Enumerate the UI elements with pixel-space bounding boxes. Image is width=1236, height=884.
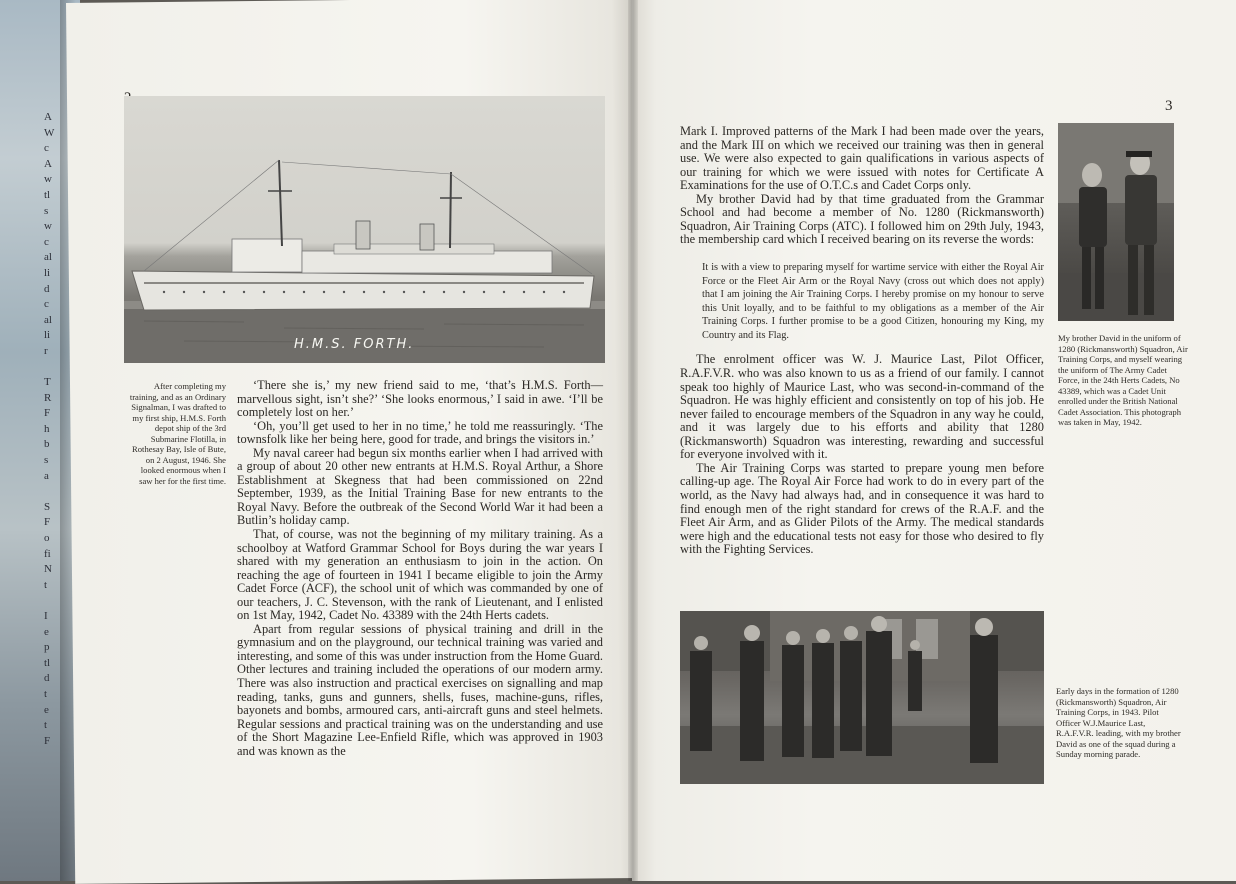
paragraph: The enrolment officer was W. J. Maurice Last, Pilot Officer, R.A.F.V.R. who was also known to us as a friend of our family. I cannot speak too highly of Maurice Last, who was second-in-command of the Squadron. He was highly efficient and consistently on top of his job. He never failed to encourage members of the Squadron in any way he could, and it was largely due to his efforts and ability that 1280 (Rickmansworth) Squadron was interesting, rewarding and successful for everyone involved with it. xyxy=(680,352,1044,462)
ship-illustration xyxy=(124,96,605,363)
two-cadets-illustration xyxy=(1058,123,1174,321)
membership-pledge-quote: It is with a view to preparing myself for wartime service with either the Royal Air Force or the Fleet Air Arm or the Royal Navy (cross out which does not apply) that I am joining the Air Training Corps. I hereby promise on my honour to serve this Unit loyally, and to be faithful to my obligations as a member of the Air Training Corps. I further promise to be a good Citizen, honouring my King, my Country and its Flag. xyxy=(702,261,1044,341)
right-body-text xyxy=(680,125,1044,557)
paragraph: Apart from regular sessions of physical training and drill in the gymnasium and on the playground, our technical training was varied and interesting, and some of this was under instruction from the Home Guard. Other lectures and training included the operations of our modern army. There was also instruction and practical exercises on signalling and map reading, tanks, guns and gunners, shells, fuses, machine-guns, rifles, bayonets and bombs, armoured cars, anti-aircraft guns and steel helmets. Regular sessions and practical training was on the understanding and use of the Short Magazine Lee-Enfield Rifle, which was approved in 1903 and was known as the xyxy=(237,621,603,758)
paragraph: The Air Training Corps was started to prepare young men before calling-up age. The Royal Air Force had work to do in every part of the world, as the Navy had always had, and in consequence it was hard to find enough men of the right standard for crews of the R.A.F. and the Fleet Air Arm, and as Glider Pilots of the Army. The medical standards were high and the educational tests not easy for those who desired to fly with the Fighting Services. xyxy=(680,460,1044,557)
parade-illustration xyxy=(680,611,1044,784)
left-body-text xyxy=(237,379,603,758)
book-gutter xyxy=(628,0,638,881)
ship-photo xyxy=(124,96,605,363)
paragraph: Mark I. Improved patterns of the Mark I had been made over the years, and the Mark III on which we received our training was then in general use. We were also expected to gain qualifications in various aspects of our training for which we were issued with notes for Certificate A Examinations for the use of O.T.C.s and Cadet Corps only. xyxy=(680,124,1044,193)
ship-photo-caption: After completing my training, and as an Ordinary Signalman, I was drafted to my first ship, H.M.S. Forth depot ship of the 3rd Submarine Flotilla, in Rothesay Bay, Isle of Bute, on 2 August, 1946. She looked enormous when I saw her for the first time. xyxy=(129,381,226,486)
paragraph: My naval career had begun six months earlier when I had arrived with a group of about 20 other new entrants at H.M.S. Royal Arthur, a Shore Establishment at Skegness that had been commissioned on 22nd September, 1939, as the Initial Training Base for new entrants to the Royal Navy. Before the outbreak of the Second World War it had been a Butlin’s holiday camp. xyxy=(237,445,603,528)
paragraph: My brother David had by that time graduated from the Grammar School and had become a member of No. 1280 (Rickmansworth) Squadron, Air Training Corps (ATC). I followed him on 29th July, 1943, the membership card which I received bearing on its reverse the words: xyxy=(680,191,1044,247)
cadets-photo-caption: My brother David in the uniform of 1280 (Rickmansworth) Squadron, Air Training Corps, and myself wearing the uniform of The Army Cadet Force, in the 24th Herts Cadets, No 43389, which was a Cadet Unit enrolled under the British National Cadet Association. This photograph was taken in May, 1942. xyxy=(1058,333,1188,427)
parade-photo xyxy=(680,611,1044,784)
underlying-page-text-fragments: A W c A w tl s w c al li d c al li r T R F h b s a S F o fi N t I e p tl d t e t F xyxy=(44,111,55,747)
paragraph: That, of course, was not the beginning of my military training. As a schoolboy at Watford Grammar School for Boys during the war years I shared with my generation an enthusiasm to join in the action. On reaching the age of fourteen in 1941 I became eligible to join the Army Cadet Force (ACF), the school unit of which was commanded by one of our teachers, J. C. Stevenson, with the rank of Lieutenant, and I enlisted on 1st May, 1942, Cadet No. 43389 with the 24th Herts cadets. xyxy=(237,527,603,623)
paragraph: ‘Oh, you’ll get used to her in no time,’ he told me reassuringly. ‘The townsfolk like her being here, good for trade, and brings the visitors in.’ xyxy=(237,418,603,447)
parade-photo-caption: Early days in the formation of 1280 (Rickmansworth) Squadron, Air Training Corps, in 1943. Pilot Officer W.J.Maurice Last, R.A.F.V.R. leading, with my brother David as one of the squad during a Sunday morning parade. xyxy=(1056,686,1181,759)
page-number-right: 3 xyxy=(1165,98,1173,114)
paragraph: ‘There she is,’ my new friend said to me, ‘that’s H.M.S. Forth—marvellous sight, isn’t she?’ ‘She looks enormous,’ I said in awe. ‘I’ll be completely lost on her.’ xyxy=(237,378,603,420)
cadets-photo xyxy=(1058,123,1174,321)
ship-inscription: H.M.S. FORTH. xyxy=(294,337,415,352)
